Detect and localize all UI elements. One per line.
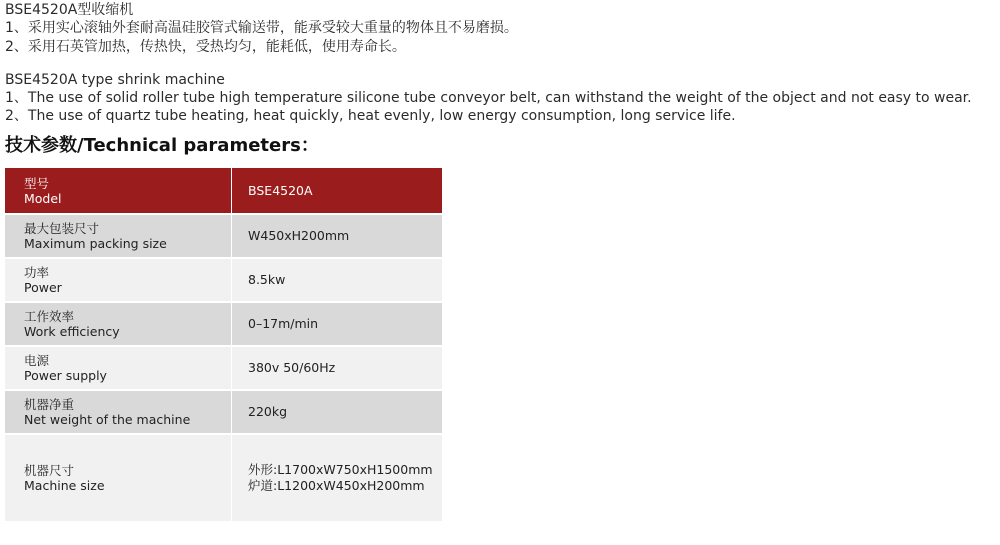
spec-label-cell: [5, 259, 231, 301]
spec-label-cn: 工作效率: [24, 309, 75, 324]
intro-en-title: BSE4520A type shrink machine: [5, 72, 225, 88]
intro-cn-feature-1: 1、采用实心滚轴外套耐高温硅胶管式输送带，能承受较大重量的物体且不易磨损。: [5, 20, 518, 36]
spec-label-cell: [5, 215, 231, 257]
table-row: [5, 215, 442, 257]
model-label-cn: 型号: [24, 175, 50, 191]
spec-label-cn: 机器净重: [24, 397, 75, 412]
spec-value: W450xH200mm: [232, 215, 442, 257]
spec-label-en: Work efficiency: [24, 324, 120, 339]
spec-value: 8.5kw: [232, 259, 442, 301]
spec-label-cell: [5, 435, 231, 521]
spec-value: 220kg: [232, 391, 442, 433]
table-row: [5, 435, 442, 521]
model-value: BSE4520A: [232, 168, 442, 213]
spec-value: 0–17m/min: [232, 303, 442, 345]
spec-label-en: Power supply: [24, 368, 107, 383]
spec-label-en: Power: [24, 280, 62, 295]
model-label-en: Model: [24, 190, 62, 206]
spec-label-en: Machine size: [24, 478, 105, 493]
intro-en-feature-2: 2、The use of quartz tube heating, heat quickly, heat evenly, low energy consumption, long service life.: [5, 108, 736, 124]
intro-cn-feature-2: 2、采用石英管加热，传热快，受热均匀，能耗低，使用寿命长。: [5, 39, 406, 55]
spec-label-cell: [5, 347, 231, 389]
model-label-cell: [5, 168, 231, 213]
spec-value: 380v 50/60Hz: [232, 347, 442, 389]
intro-en-feature-1: 1、The use of solid roller tube high temperature silicone tube conveyor belt, can withstand the weight of the object and not easy to wear.: [5, 90, 972, 106]
table-row: [5, 259, 442, 301]
spec-table: [5, 168, 442, 521]
intro-cn-title: BSE4520A型收缩机: [5, 2, 134, 18]
spec-label-cn: 最大包装尺寸: [24, 221, 100, 236]
spec-value: [232, 435, 442, 521]
spec-label-en: Maximum packing size: [24, 236, 167, 251]
spec-label-cell: [5, 391, 231, 433]
table-header-row: [5, 168, 442, 213]
spec-label-cn: 电源: [24, 353, 50, 368]
technical-parameters-heading: 技术参数/Technical parameters：: [5, 135, 319, 156]
table-row: [5, 391, 442, 433]
spec-label-cn: 机器尺寸: [24, 463, 75, 478]
table-row: [5, 347, 442, 389]
spec-label-cell: [5, 303, 231, 345]
machine-outer-size: 外形:L1700xW750xH1500mm: [248, 462, 433, 477]
machine-tunnel-size: 炉道:L1200xW450xH200mm: [248, 478, 425, 493]
table-row: [5, 303, 442, 345]
spec-label-en: Net weight of the machine: [24, 412, 191, 427]
spec-label-cn: 功率: [24, 265, 50, 280]
